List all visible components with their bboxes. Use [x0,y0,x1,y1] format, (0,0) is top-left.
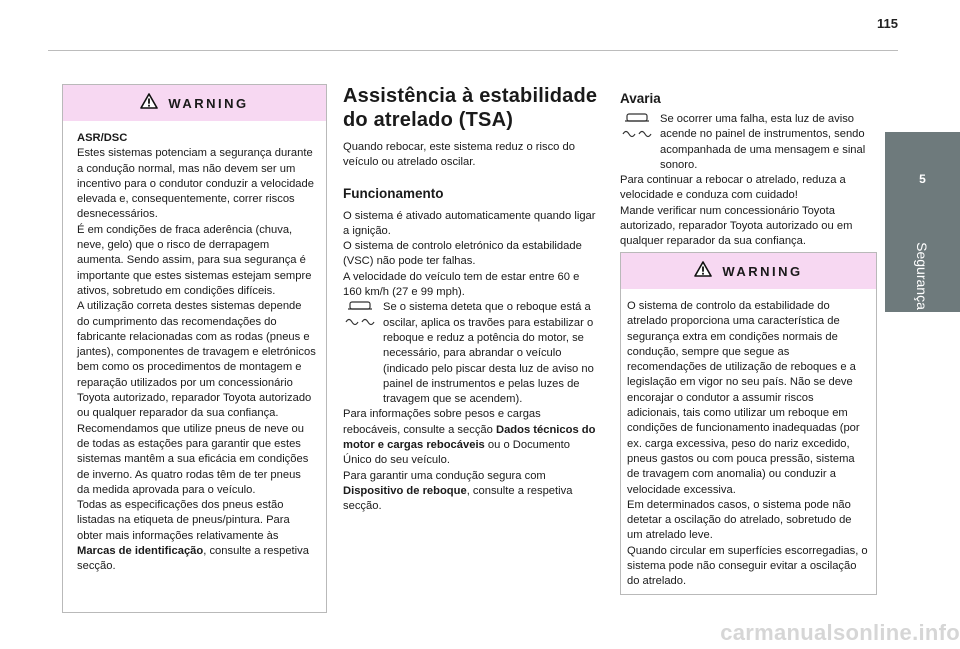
text: Todas as especificações dos pneus estão listadas na etiqueta de pneus/pintura. Para obter mais informações relativamente às [77,499,290,542]
paragraph: É em condições de fraca aderência (chuva, neve, gelo) que o risco de derrapagem aumenta. Sendo assim, para sua segurança é importante que estes sistemas estejam sempre ativos, sobretudo em condições difíceis. [77,223,312,297]
stability-control-icon [343,300,383,332]
reference-link[interactable]: Dados técnicos do motor e cargas rebocáveis [343,423,596,452]
paragraph: Estes sistemas potenciam a segurança durante a condução normal, mas não devem ser um incentivo para o condutor conduzir a velocidade elevada e, consequentemente, correr riscos desnecessários. [77,147,314,221]
paragraph: Se o sistema deteta que o reboque está a oscilar, aplica os travões para estabilizar o reboque e reduz a potência do motor, se necessário, para abrandar o veículo (indicado pelo piscar desta luz de aviso no painel de instrumentos e pelas luzes de travagem que se acendem). [383,301,594,406]
right-warning-box [620,252,877,595]
watermark: carmanualsonline.info [720,620,960,645]
text: ou o Documento Único do seu veículo. [343,439,570,467]
chapter-number: 5 [919,172,926,186]
paragraph: Quando circular em superfícies escorregadias, o sistema pode não conseguir evitar a oscilação do atrelado. [627,544,868,588]
intro: Quando rebocar, este sistema reduz o risco do veículo ou atrelado oscilar. [343,141,575,169]
paragraph: Mande verificar num concessionário Toyota autorizado, reparador Toyota autorizado ou em qualquer reparador da sua confiança. [620,204,853,248]
header-rule [48,50,898,51]
text: , consulte a respetiva secção. [343,484,573,513]
paragraph: Para continuar a rebocar o atrelado, reduza a velocidade e conduza com cuidado! [620,174,846,202]
paragraph: O sistema é ativado automaticamente quando ligar a ignição. [343,209,596,237]
stability-control-icon [620,112,660,144]
icon-paragraph [343,300,601,407]
text: Para informações sobre pesos e cargas rebocáveis, consulte a secção [343,408,541,436]
paragraph: O sistema de controlo eletrónico da estabilidade (VSC) não pode ter falhas. [343,240,582,268]
paragraph [343,469,601,515]
paragraph: A velocidade do veículo tem de estar entre 60 e 160 km/h (27 e 99 mph). [343,270,580,299]
right-column [620,90,875,250]
paragraph: O sistema de controlo da estabilidade do atrelado proporciona uma característica de segurança extra em condições normais de condução, sempre que segue as recomendações de utilização de reboques e a legislação em vigor no seu país. Não se deve encorajar o condutor a assumir riscos adicionais, tais como utilizar um reboque em condições de funcionamento inadequadas (por ex. carga excessiva, peso do nariz excedido, pneus gastos ou com pouca pressão, sistema de travagem com anomalia) ou conduzir a velocidade excessiva. [627,300,860,496]
page-number: 115 [877,16,898,31]
warning-header [63,85,326,121]
warning-header [621,253,876,289]
section-title: Avaria [620,91,661,106]
paragraph [77,498,316,574]
warning-subtitle: ASR/DSC [77,132,128,144]
paragraph: A utilização correta destes sistemas depende do cumprimento das recomendações do fabricante relacionadas com as rodas (pneus e jantes), componentes de travagem e eletrónicos bem como os procedimentos de montagem e reparação utilizados por um concessionário Toyota autorizado, reparador Toyota autorizado ou qualquer reparador da sua confiança. [77,300,316,420]
paragraph: Se ocorrer uma falha, esta luz de aviso acende no painel de instrumentos, sendo acompanhada de uma mensagem e sinal sonoro. [660,113,866,171]
title-line: Assistência à estabilidade [343,85,598,107]
warning-triangle-icon [140,93,158,114]
reference-link[interactable]: Dispositivo de reboque [343,484,467,497]
warning-triangle-icon [694,261,712,282]
title-line: do atrelado (TSA) [343,109,514,131]
reference-link[interactable]: Marcas de identificação [77,545,204,558]
icon-paragraph [620,112,875,173]
text: Para garantir uma condução segura com [343,469,546,482]
warning-title: WARNING [168,95,249,111]
left-warning-box [62,84,327,613]
text: , consulte a respetiva secção. [77,545,309,573]
section-title: Funcionamento [343,185,444,201]
warning-body [63,121,326,583]
paragraph [343,407,601,468]
chapter-title: Segurança [914,242,930,310]
page-title [343,84,601,132]
warning-body [621,289,876,598]
paragraph: Recomendamos que utilize pneus de neve ou de todas as estações para garantir que estes sistemas mantêm a sua eficácia em condições de inverno. As quatro rodas têm de ter pneus da medida aprovada para o veículo. [77,422,309,496]
middle-column [343,84,601,515]
warning-title: WARNING [722,263,803,279]
paragraph: Em determinados casos, o sistema pode não detetar a oscilação do atrelado, sobretudo de um atrelado leve. [627,498,852,542]
